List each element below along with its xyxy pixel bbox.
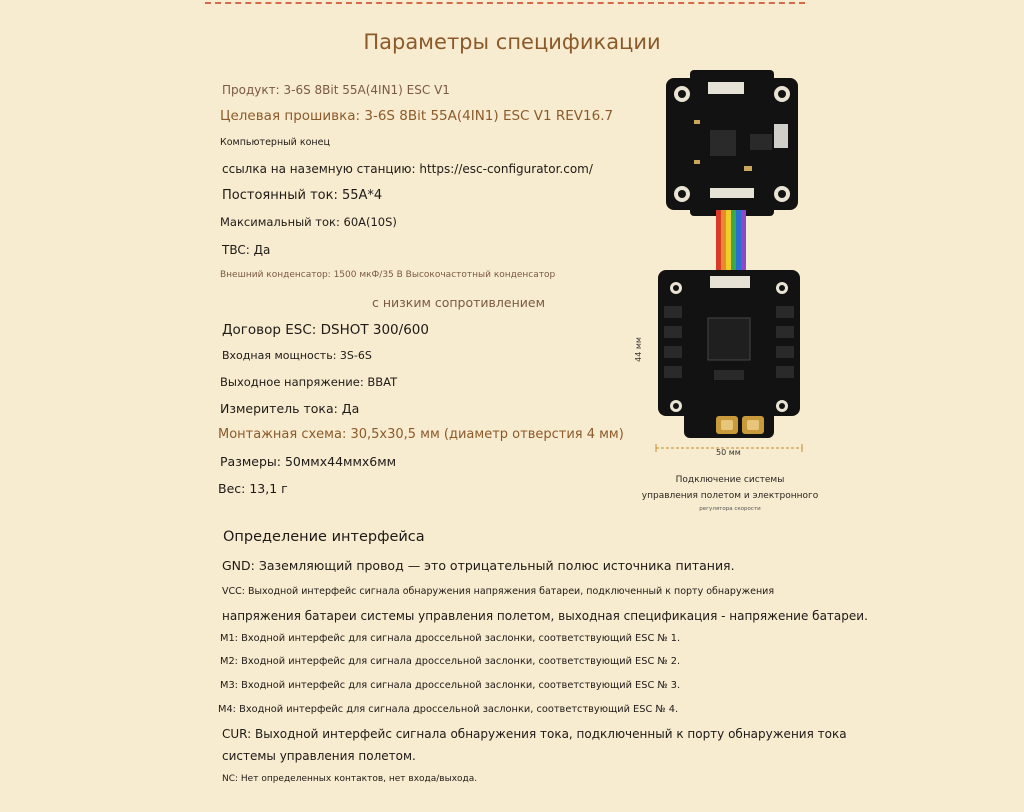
spec-capacitor-cont: с низким сопротивлением <box>372 295 546 310</box>
page-title: Параметры спецификации <box>363 30 661 54</box>
top-dashed-border <box>205 2 805 4</box>
spec-current-meter: Измеритель тока: Да <box>220 401 360 416</box>
diagram-caption <box>640 472 820 514</box>
interface-m3: M3: Входной интерфейс для сигнала дроссельной заслонки, соответствующий ESC № 3. <box>220 680 681 691</box>
caption-line-2: управления полетом и электронного <box>641 491 819 501</box>
interface-gnd: GND: Заземляющий провод — это отрицательный полюс источника питания. <box>222 558 735 573</box>
dimension-width-label: 50 мм <box>716 448 741 457</box>
interface-m2: M2: Входной интерфейс для сигнала дроссельной заслонки, соответствующий ESC № 2. <box>220 656 681 667</box>
spec-tbc: TBC: Да <box>222 243 271 257</box>
interface-vcc: VCC: Выходной интерфейс сигнала обнаружения напряжения батареи, подключенный к порту обнаружения <box>222 586 775 597</box>
interface-cur: CUR: Выходной интерфейс сигнала обнаружения тока, подключенный к порту обнаружения тока <box>222 727 847 741</box>
spec-dimensions: Размеры: 50ммx44ммx6мм <box>220 454 397 469</box>
dimension-height-label: 44 мм <box>633 337 643 362</box>
interface-cur-cont: системы управления полетом. <box>222 749 416 763</box>
connector-board <box>666 70 798 216</box>
caption-line-1: Подключение системы <box>675 475 785 485</box>
esc-board-illustration <box>650 70 810 510</box>
spec-ground-station: ссылка на наземную станцию: https://esc-configurator.com/ <box>222 162 593 176</box>
interface-section-title: Определение интерфейса <box>223 529 425 545</box>
spec-output-voltage: Выходное напряжение: BBAT <box>220 375 398 389</box>
spec-weight: Вес: 13,1 г <box>218 481 288 496</box>
interface-vcc-cont: напряжения батареи системы управления полетом, выходная спецификация - напряжение батареи. <box>222 609 868 623</box>
spec-esc-protocol: Договор ESC: DSHOT 300/600 <box>222 322 429 338</box>
spec-capacitor: Внешний конденсатор: 1500 мкФ/35 В Высокочастотный конденсатор <box>220 270 556 280</box>
spec-mounting: Монтажная схема: 30,5x30,5 мм (диаметр отверстия 4 мм) <box>218 427 624 442</box>
spec-continuous-current: Постоянный ток: 55A*4 <box>222 188 383 203</box>
interface-nc: NC: Нет определенных контактов, нет входа/выхода. <box>222 774 478 784</box>
interface-m4: M4: Входной интерфейс для сигнала дроссельной заслонки, соответствующий ESC № 4. <box>218 704 679 715</box>
spec-input-power: Входная мощность: 3S-6S <box>222 349 372 362</box>
esc-board <box>658 270 800 438</box>
spec-pc-end: Компьютерный конец <box>220 137 330 148</box>
interface-m1: M1: Входной интерфейс для сигнала дроссельной заслонки, соответствующий ESC № 1. <box>220 633 681 644</box>
spec-firmware: Целевая прошивка: 3-6S 8Bit 55A(4IN1) ESC V1 REV16.7 <box>220 108 614 124</box>
spec-product: Продукт: 3-6S 8Bit 55A(4IN1) ESC V1 <box>222 83 450 97</box>
spec-max-current: Максимальный ток: 60A(10S) <box>220 215 397 229</box>
caption-line-3: регулятора скорости <box>699 506 761 512</box>
